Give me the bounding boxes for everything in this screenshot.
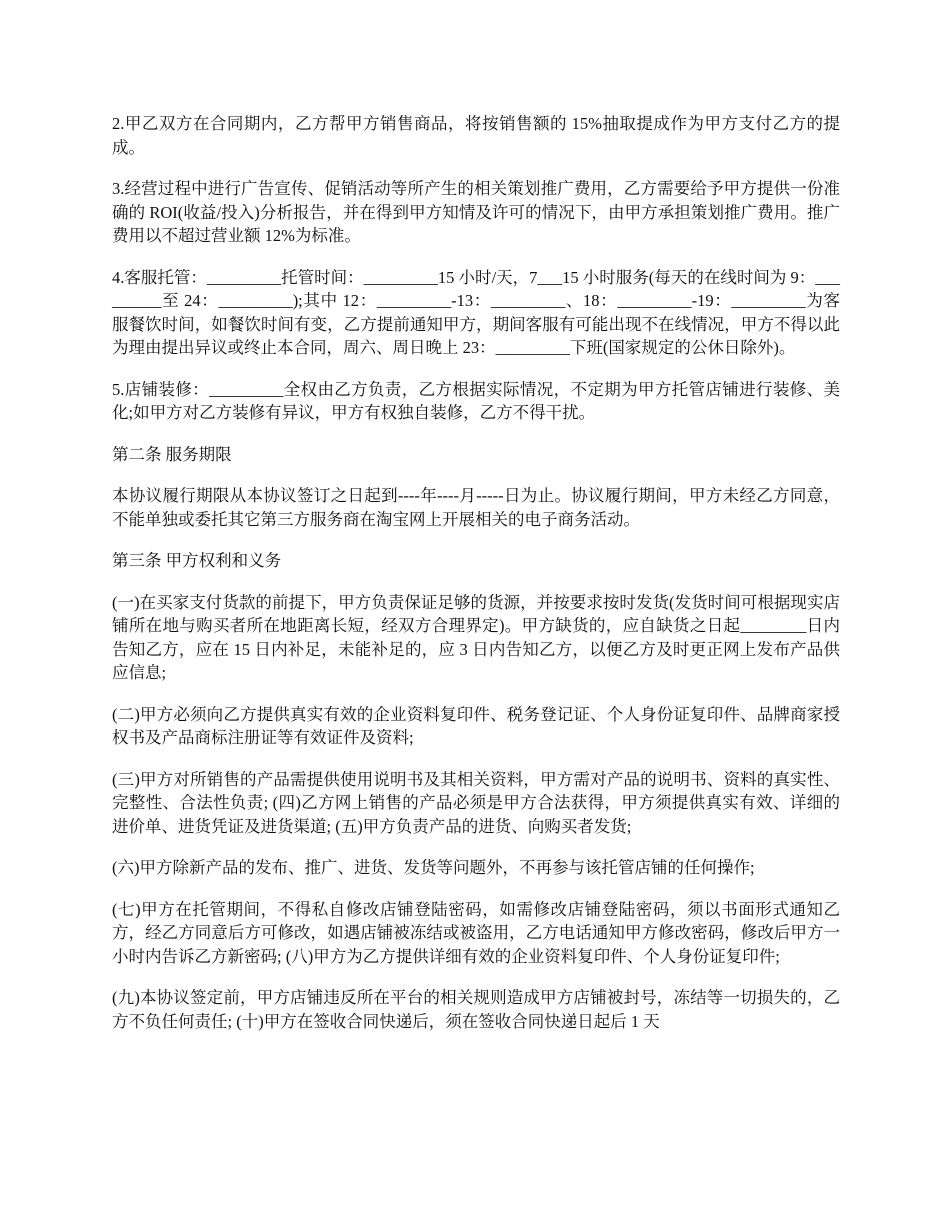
section-heading-party-a-rights: 第三条 甲方权利和义务 xyxy=(112,551,282,570)
clause-party-a-7-8: (七)甲方在托管期间，不得私自修改店铺登陆密码，如需修改店铺登陆密码，须以书面形式通知乙方，经乙方同意后方可修改，如遇店铺被冻结或被盗用，乙方电话通知甲方修改密码，修改后甲方一小时内告诉乙方新密码; (八)甲方为乙方提供详细有效的企业资料复印件、个人身份证复印件; xyxy=(112,899,840,966)
clause-customer-service: 4.客服托管：_________托管时间：_________15 小时/天，7___15 小时服务(每天的在线时间为 9：_________至 24：_________);其中 12：_________-13：_________、18：_________-19：_________为客服餐饮时间，如餐饮时间有变，乙方提前通知甲方，期间客服有可能出现不在线情况，甲方不得以此为理由提出异议或终止本合同，周六、周日晚上 23：_________下班(国家规定的公休日除外)。 xyxy=(112,267,840,357)
clause-party-a-2: (二)甲方必须向乙方提供真实有效的企业资料复印件、税务登记证、个人身份证复印件、品牌商家授权书及产品商标注册证等有效证件及资料; xyxy=(112,704,840,747)
document-page xyxy=(112,112,840,1051)
clause-commission: 2.甲乙双方在合同期内，乙方帮甲方销售商品，将按销售额的 15%抽取提成作为甲方支付乙方的提成。 xyxy=(112,114,840,157)
clause-party-a-9-10: (九)本协议签定前，甲方店铺违反所在平台的相关规则造成甲方店铺被封号，冻结等一切损失的，乙方不负任何责任; (十)甲方在签收合同快递后，须在签收合同快递日起后 1 天 xyxy=(112,988,840,1031)
clause-party-a-6: (六)甲方除新产品的发布、推广、进货、发货等问题外，不再参与该托管店铺的任何操作; xyxy=(112,858,755,877)
clause-service-term: 本协议履行期限从本协议签订之日起到----年----月-----日为止。协议履行期间，甲方未经乙方同意，不能单独或委托其它第三方服务商在淘宝网上开展相关的电子商务活动。 xyxy=(112,486,840,529)
clause-promotion-cost: 3.经营过程中进行广告宣传、促销活动等所产生的相关策划推广费用，乙方需要给予甲方提供一份准确的 ROI(收益/投入)分析报告，并在得到甲方知情及许可的情况下，由甲方承担策划推广费用。推广费用以不超过营业额 12%为标准。 xyxy=(112,179,840,245)
clause-store-decoration: 5.店铺装修：_________全权由乙方负责，乙方根据实际情况，不定期为甲方托管店铺进行装修、美化;如甲方对乙方装修有异议，甲方有权独自装修，乙方不得干扰。 xyxy=(112,379,840,422)
clause-party-a-3-5: (三)甲方对所销售的产品需提供使用说明书及其相关资料，甲方需对产品的说明书、资料的真实性、完整性、合法性负责; (四)乙方网上销售的产品必须是甲方合法获得，甲方须提供真实有效、详细的进价单、进货凭证及进货渠道; (五)甲方负责产品的进货、向购买者发货; xyxy=(112,769,840,836)
section-heading-service-term: 第二条 服务期限 xyxy=(112,444,232,464)
clause-party-a-1: (一)在买家支付货款的前提下，甲方负责保证足够的货源，并按要求按时发货(发货时间可根据现实店铺所在地与购买者所在地距离长短，经双方合理界定)。甲方缺货的，应自缺货之日起________日内告知乙方，应在 15 日内补足，未能补足的，应 3 日内告知乙方，以便乙方及时更正网上发布产品供应信息; xyxy=(112,592,840,682)
